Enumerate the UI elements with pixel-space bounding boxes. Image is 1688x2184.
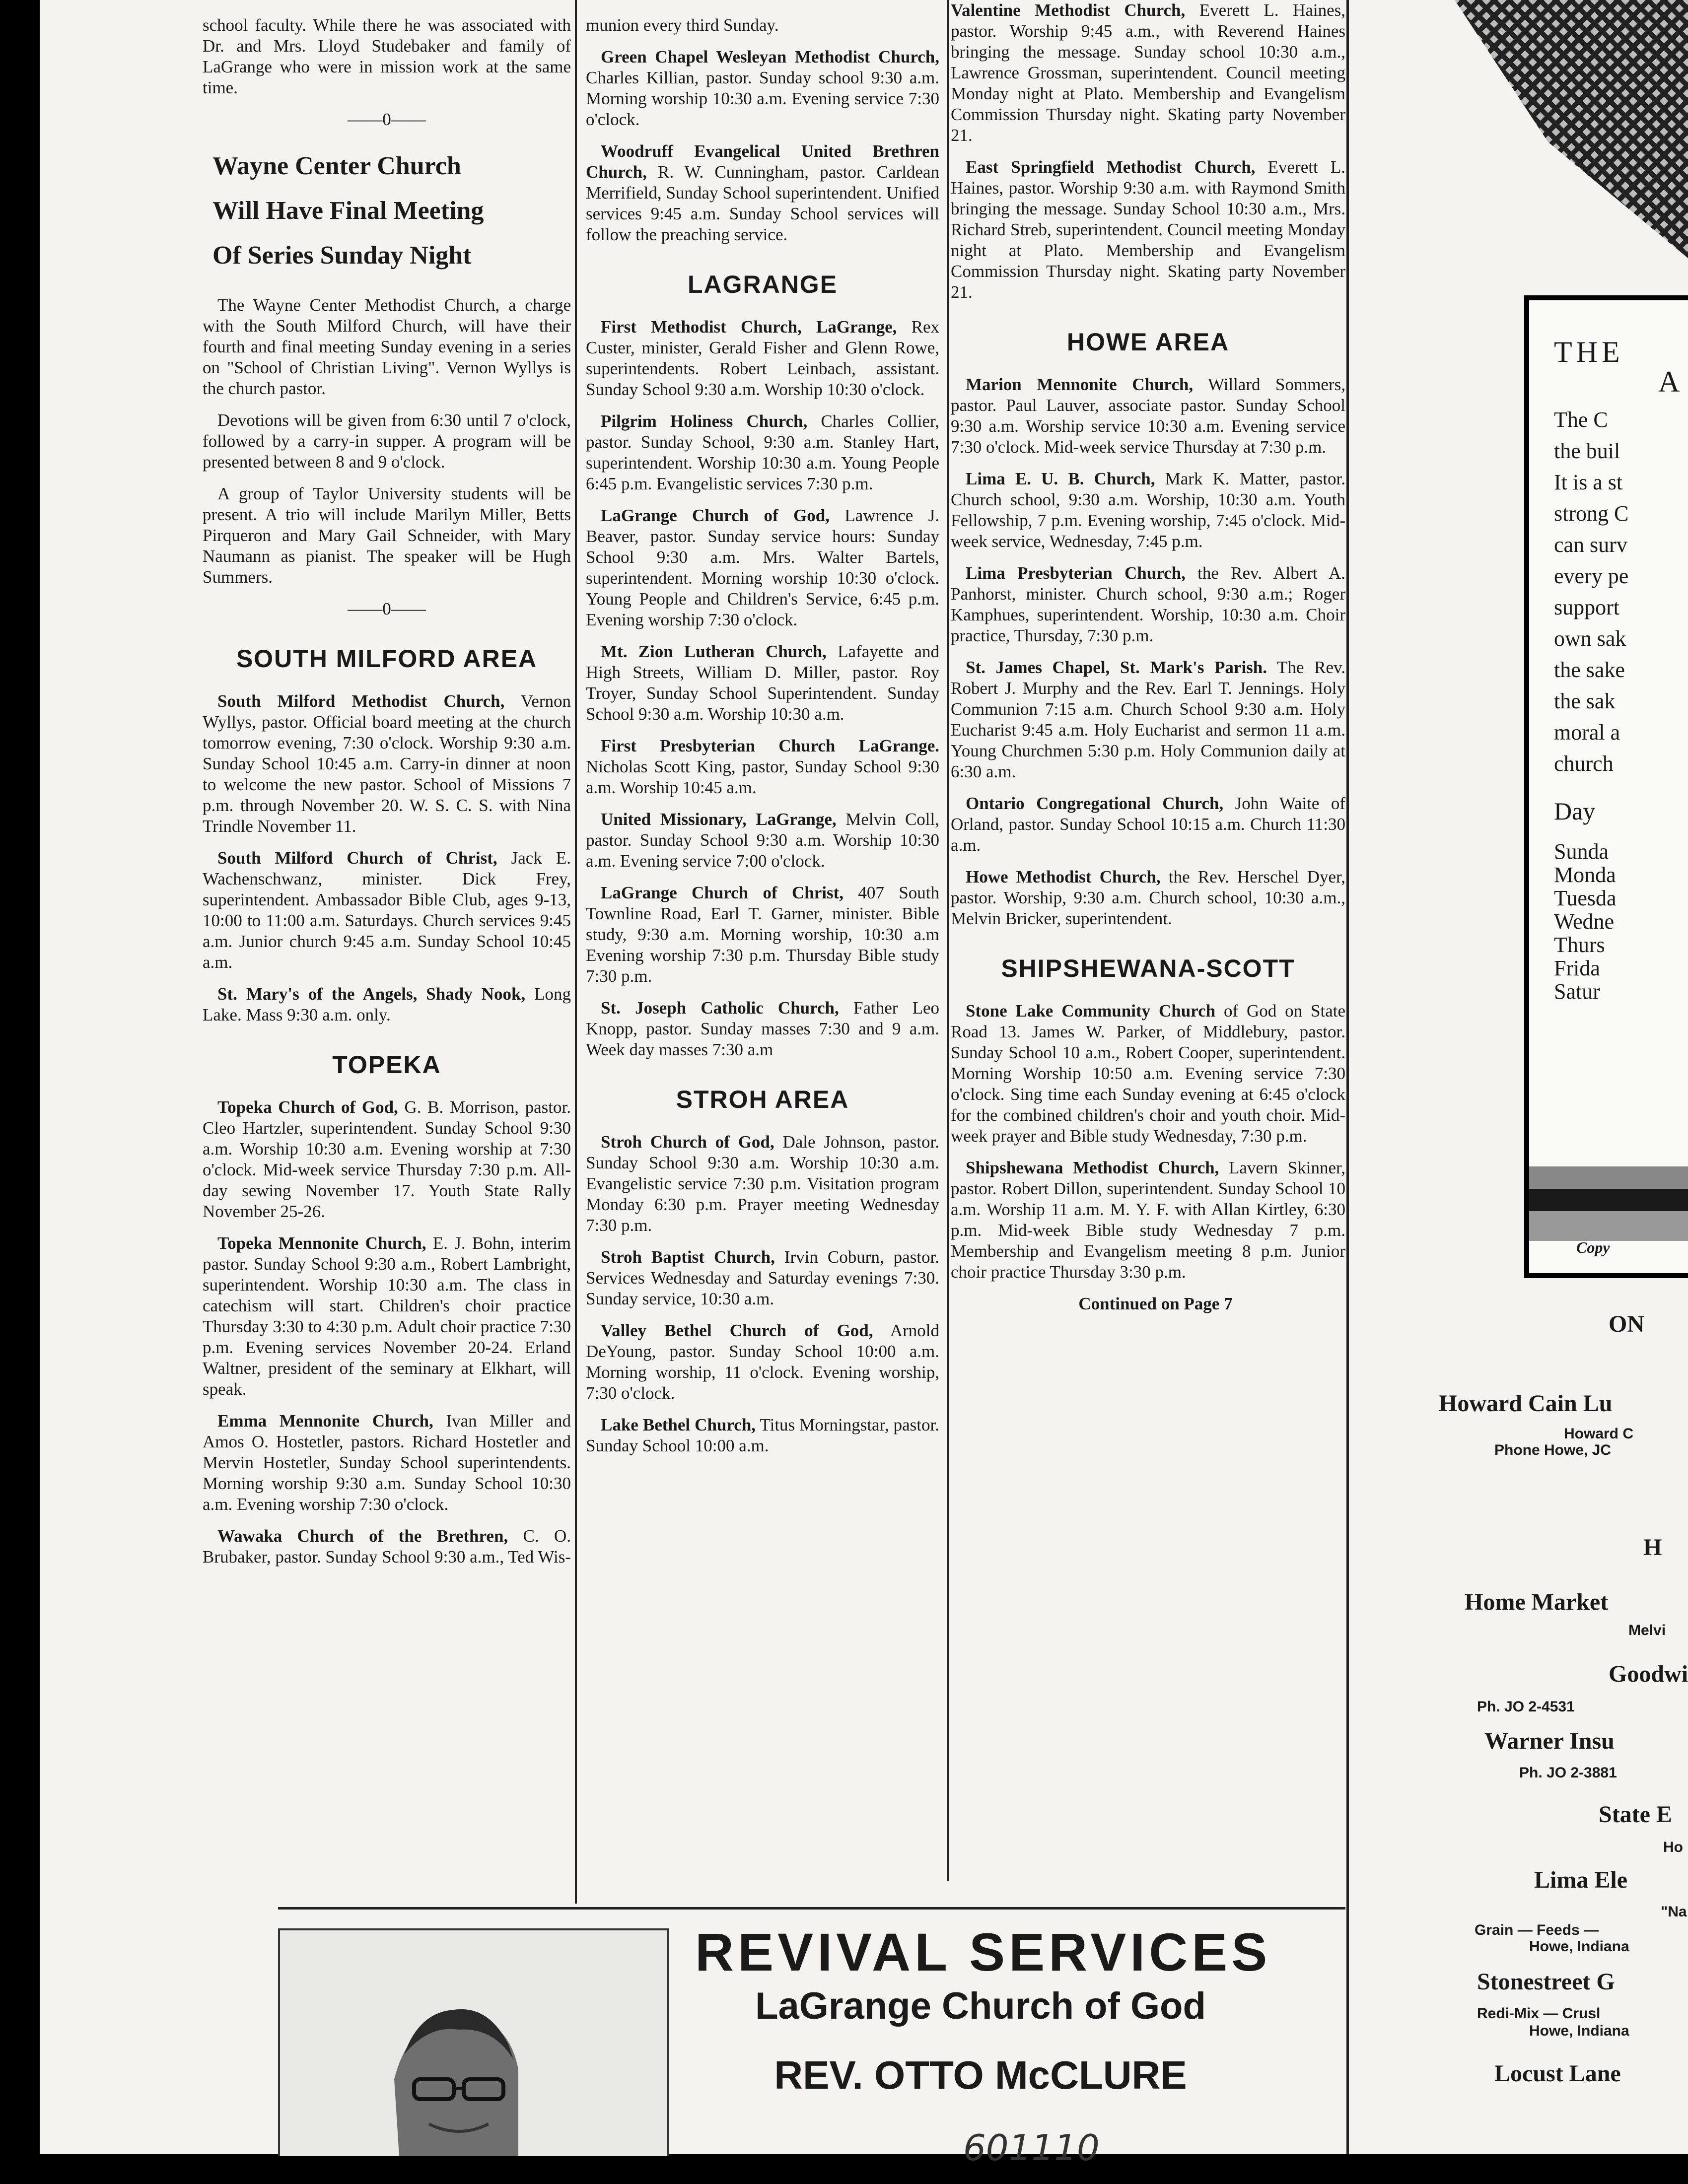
church-listing	[951, 563, 1345, 646]
church-listing	[586, 1415, 939, 1456]
ad-photo-strip	[1529, 1166, 1688, 1241]
church-details: E. J. Bohn, interim pastor. Sunday School 9:30 a.m., Robert Lambright, superintendent. Worship 10:30 a.m. The class in catechism will start. Children's choir practice Thursday 3:30 to 4:30 p.m. Adult choir practice 7:30 p.m. Evening services November 20-24. Erland Waltner, president of the seminary at Elkhart, will speak.	[203, 1233, 571, 1399]
church-listing	[203, 691, 571, 837]
church-details: Charles Collier, pastor. Sunday School, 9:30 a.m. Stanley Hart, superintendent. Worship 10:30 a.m. Young People 6:45 p.m. Evangelistic services 7:30 p.m.	[586, 411, 939, 493]
church-details: Mark K. Matter, pastor. Church school, 9:30 a.m. Worship, 10:30 a.m. Youth Fellowship, 7 p.m. Evening worship, 7:45 o'clock. Mid-week service, Wednesday, 7:45 p.m.	[951, 469, 1345, 551]
church-name: LaGrange Church of God,	[601, 506, 830, 525]
listing-detail: Melvi	[1628, 1622, 1666, 1638]
column-2	[586, 15, 939, 1467]
story-paragraph: Devotions will be given from 6:30 until 7 o'clock, followed by a carry-in supper. A program will be presented between 8 and 9 o'clock.	[203, 410, 571, 472]
ad-church-name: LaGrange Church of God	[755, 1985, 1206, 2027]
church-name: Mt. Zion Lutheran Church,	[601, 642, 827, 661]
church-listing	[951, 867, 1345, 929]
handwritten-number: 601110	[963, 2127, 1100, 2169]
separator: ——0——	[348, 110, 426, 129]
ad-day: Thurs	[1554, 933, 1605, 957]
church-name: East Springfield Methodist Church,	[966, 157, 1256, 177]
separator: ——0——	[348, 599, 426, 618]
listing-name: Howard Cain Lu	[1439, 1390, 1613, 1417]
church-details: The Rev. Robert J. Murphy and the Rev. Earl T. Jennings. Holy Communion 7:15 a.m. Church School 9:30 a.m. Holy Eucharist 9:45 a.m. Holy Eucharist and sermon 11 a.m. Young Churchmen 5:30 p.m. Holy Communion daily at 6:30 a.m.	[951, 658, 1346, 781]
church-details: of God on State Road 13. James W. Parker, of Middlebury, pastor. Sunday School 10 a.m., Robert Cooper, superintendent. Morning Worship 10:50 a.m. Evening service 7:30 o'clock. Sing time each Sunday evening at 6:45 o'clock for the combined children's choir and youth choir. Mid-week prayer and Bible study Wednesday, 7:30 p.m.	[951, 1001, 1345, 1146]
church-name: Topeka Church of God,	[217, 1097, 398, 1117]
directory-heading: ON	[1609, 1311, 1644, 1337]
church-name: First Methodist Church, LaGrange,	[601, 317, 897, 337]
church-name: First Presbyterian Church LaGrange.	[601, 736, 939, 755]
ad-day: Monda	[1554, 863, 1616, 887]
listing-name: Locust Lane	[1494, 2060, 1621, 2087]
church-details: the Rev. Herschel Dyer, pastor. Worship, 9:30 a.m. Church school, 10:30 a.m., Melvin Bricker, superintendent.	[951, 867, 1345, 928]
church-name: South Milford Church of Christ,	[217, 848, 497, 868]
church-details: 407 South Townline Road, Earl T. Garner, minister. Bible study, 9:30 a.m. Morning worship, 10:30 a.m Evening worship 7:30 p.m. Thursday Bible study 7:30 p.m.	[586, 883, 939, 986]
ad-title: THE	[1554, 336, 1624, 368]
listing-name: Lima Ele	[1534, 1867, 1627, 1893]
church-listing	[951, 374, 1345, 458]
story-paragraph: The Wayne Center Methodist Church, a charge with the South Milford Church, will have their fourth and final meeting Sunday evening in a series on "School of Christian Living". Vernon Wyllys is the church pastor.	[203, 295, 571, 398]
church-details: Arnold DeYoung, pastor. Sunday School 10:00 a.m. Morning worship, 11 o'clock. Evening worship, 7:30 o'clock.	[586, 1321, 939, 1403]
church-name: Emma Mennonite Church,	[217, 1411, 433, 1431]
listing-name: State E	[1599, 1801, 1672, 1828]
scan-left-margin	[0, 0, 40, 2184]
story-paragraph: A group of Taylor University students will be present. A trio will include Marilyn Miller, Betts Pirqueron and Mary Gail Schneider, with Mary Naumann as pianist. The speaker will be Hugh Summers.	[203, 484, 571, 587]
ad-body-line: every pe	[1554, 564, 1629, 588]
church-name: Stone Lake Community Church	[966, 1001, 1216, 1021]
church-name: Howe Methodist Church,	[966, 867, 1161, 887]
church-name: United Missionary, LaGrange,	[601, 810, 837, 829]
church-details: G. B. Morrison, pastor. Cleo Hartzler, superintendent. Sunday School 9:30 a.m. Worship 10:30 a.m. Evening worship at 7:30 o'clock. Mid-week service Thursday 7:30 p.m. All-day sewing November 17. Youth State Rally November 25-26.	[203, 1097, 571, 1221]
church-listing	[586, 1132, 939, 1236]
section-heading: STROH AREA	[676, 1086, 849, 1113]
ad-body-line: can surv	[1554, 533, 1627, 557]
ad-title: A	[1658, 365, 1684, 398]
ad-body-line: moral a	[1554, 720, 1620, 745]
column-3	[951, 0, 1345, 1325]
church-details: R. W. Cunningham, pastor. Carldean Merrifield, Sunday School superintendent. Unified services 9:45 a.m. Sunday School services will follow the preaching service.	[586, 162, 939, 244]
listing-name: Home Market	[1465, 1589, 1609, 1615]
church-listing	[203, 1233, 571, 1400]
church-details: Dale Johnson, pastor. Sunday School 9:30 a.m. Worship 10:30 a.m. Evangelistic service 7:30 p.m. Visitation program Monday 6:30 p.m. Prayer meeting Wednesday 7:30 p.m.	[586, 1132, 939, 1235]
church-details: Vernon Wyllys, pastor. Official board meeting at the church tomorrow evening, 7:30 o'clock. Worship 9:30 a.m. Sunday School 10:45 a.m. Carry-in dinner at noon to welcome the new pastor. School of Missions 7 p.m. through November 20. W. S. C. S. with Nina Trindle November 11.	[203, 691, 571, 836]
church-listing	[586, 998, 939, 1060]
church-details: Everett L. Haines, pastor. Worship 9:30 a.m. with Raymond Smith bringing the message. Sunday School 10:30 a.m., Mrs. Richard Streb, superintendent. Council meeting Monday night at Plato. Membership and Evangelism Commission Thursday night. Skating party November 21.	[951, 157, 1345, 302]
ad-body-line: the sake	[1554, 658, 1625, 682]
church-name: Ontario Congregational Church,	[966, 794, 1224, 813]
listing-detail: Howe, Indiana	[1529, 1938, 1629, 1955]
column-rule	[947, 0, 949, 1881]
church-name: Marion Mennonite Church,	[966, 375, 1194, 394]
ad-body-line: the buil	[1554, 439, 1620, 463]
church-listing	[203, 1097, 571, 1222]
church-listing	[951, 157, 1345, 303]
church-details: Nicholas Scott King, pastor, Sunday School 9:30 a.m. Worship 10:45 a.m.	[586, 757, 939, 797]
continued-notice: Continued on Page 7	[1078, 1294, 1233, 1313]
church-details: Long Lake. Mass 9:30 a.m. only.	[203, 984, 571, 1024]
church-details: Charles Killian, pastor. Sunday school 9:30 a.m. Morning worship 10:30 a.m. Evening service 7:30 o'clock.	[586, 68, 939, 129]
ad-copyright: Copy	[1576, 1238, 1610, 1256]
church-name: St. Joseph Catholic Church,	[601, 998, 839, 1018]
ad-body-line: own sak	[1554, 626, 1626, 651]
listing-detail: Grain — Feeds —	[1475, 1922, 1599, 1938]
listing-detail: Ph. JO 2-3881	[1519, 1765, 1617, 1781]
church-listing	[951, 1001, 1345, 1147]
church-listing	[586, 736, 939, 798]
church-details: Ivan Miller and Amos O. Hostetler, pastors. Richard Hostetler and Mervin Hostetler, Sunday School superintendents. Morning worship 9:30 a.m. Sunday School 10:30 a.m. Evening worship 7:30 o'clock.	[203, 1411, 571, 1514]
church-name: Pilgrim Holiness Church,	[601, 411, 808, 431]
church-details: Jack E. Wachenschwanz, minister. Dick Frey, superintendent. Ambassador Bible Club, ages 9-13, 10:00 to 11:00 a.m. Saturdays. Church services 9:45 a.m. Junior church 9:45 a.m. Sunday School 10:45 a.m.	[203, 848, 571, 972]
listing-name: Goodwi	[1609, 1661, 1688, 1687]
boxed-advertisement	[1524, 295, 1688, 1278]
church-details: the Rev. Albert A. Panhorst, minister. Church school, 9:30 a.m.; Roger Kamphues, superintendent. Worship, 10:30 a.m. Choir practice, Thursday, 7:30 p.m.	[951, 563, 1345, 645]
church-details: Willard Sommers, pastor. Paul Lauver, associate pastor. Sunday School 9:30 a.m. Worship service 10:30 a.m. Evening service 7:30 o'clock. Mid-week service Thursday at 7:30 p.m.	[951, 375, 1345, 457]
ad-body-line: strong C	[1554, 501, 1629, 526]
listing-name: H	[1643, 1534, 1662, 1561]
church-listing	[586, 411, 939, 494]
church-listing	[586, 809, 939, 872]
church-listing	[951, 469, 1345, 552]
church-details: C. O. Brubaker, pastor. Sunday School 9:30 a.m., Ted Wis-	[203, 1526, 571, 1567]
section-heading: SOUTH MILFORD AREA	[236, 645, 538, 673]
church-listing	[586, 505, 939, 630]
church-listing	[203, 1526, 571, 1568]
church-listing	[586, 883, 939, 987]
church-listing	[951, 0, 1345, 146]
listing-detail: Ho	[1663, 1839, 1683, 1855]
church-details: Everett L. Haines, pastor. Worship 9:45 a.m., with Reverend Haines bringing the message. Sunday school 10:30 a.m., Lawrence Grossman, superintendent. Council meeting Monday night at Plato. Membership and Evangelism Commission Thursday night. Skating party November 21.	[951, 0, 1345, 145]
ad-body-line: the sak	[1554, 689, 1616, 713]
listing-detail: Howe, Indiana	[1529, 2023, 1629, 2039]
church-listing	[951, 657, 1345, 782]
listing-detail: "Na	[1661, 1904, 1687, 1920]
church-name: Topeka Mennonite Church,	[217, 1233, 426, 1253]
listing-detail: Howard C	[1564, 1426, 1634, 1442]
ad-body-line: The C	[1554, 408, 1608, 432]
church-name: Valley Bethel Church of God,	[601, 1321, 873, 1340]
section-heading: HOWE AREA	[1066, 328, 1230, 356]
church-details: Father Leo Knopp, pastor. Sunday masses 7:30 and 9 a.m. Week day masses 7:30 a.m	[586, 998, 939, 1059]
column-rule	[575, 0, 577, 1904]
church-name: Lima Presbyterian Church,	[966, 563, 1186, 583]
church-name: Wawaka Church of the Brethren,	[217, 1526, 508, 1546]
church-name: St. James Chapel, St. Mark's Parish.	[966, 658, 1267, 677]
church-details: Rex Custer, minister, Gerald Fisher and Glenn Rowe, superintendents. Robert Leinbach, assistant. Sunday School 9:30 a.m. Worship 10:30 o'clock.	[586, 317, 939, 399]
ad-day: Frida	[1554, 956, 1600, 980]
listing-name: Warner Insu	[1484, 1728, 1615, 1754]
headline-line: Wayne Center Church	[212, 152, 461, 180]
halftone-image	[1455, 0, 1688, 258]
continued-listing: munion every third Sunday.	[586, 15, 779, 35]
church-listing	[586, 641, 939, 725]
ad-day: Satur	[1554, 979, 1600, 1004]
ad-headline: REVIVAL SERVICES	[695, 1922, 1271, 1982]
church-name: Valentine Methodist Church,	[951, 0, 1186, 20]
church-details: John Waite of Orland, pastor. Sunday School 10:15 a.m. Church 11:30 a.m.	[951, 794, 1345, 855]
section-heading: SHIPSHEWANA-SCOTT	[1001, 955, 1295, 982]
church-name: Lake Bethel Church,	[601, 1415, 756, 1434]
ad-body-line: church	[1554, 751, 1614, 776]
pastor-photo	[278, 1928, 669, 2156]
listing-detail: Redi-Mix — Crusl	[1477, 2005, 1601, 2022]
column-1	[203, 15, 571, 1578]
listing-name: Stonestreet G	[1477, 1969, 1615, 1995]
listing-detail: Phone Howe, JC	[1494, 1442, 1612, 1458]
church-name: Stroh Baptist Church,	[601, 1247, 775, 1267]
church-name: Stroh Church of God,	[601, 1132, 774, 1152]
ad-preacher: REV. OTTO McCLURE	[774, 2053, 1187, 2097]
headline-line: Will Have Final Meeting	[212, 197, 484, 225]
ad-body-line: It is a st	[1554, 470, 1623, 494]
church-name: Shipshewana Methodist Church,	[966, 1158, 1219, 1177]
church-listing	[951, 1158, 1345, 1283]
church-details: Melvin Coll, pastor. Sunday School 9:30 a.m. Worship 10:30 a.m. Evening service 7:00 o'clock.	[586, 810, 939, 871]
church-name: Lima E. U. B. Church,	[966, 469, 1155, 488]
church-name: Green Chapel Wesleyan Methodist Church,	[601, 47, 939, 67]
headline-line: Of Series Sunday Night	[212, 241, 472, 270]
ad-day: Wedne	[1554, 909, 1615, 934]
church-listing	[586, 47, 939, 130]
church-listing	[951, 793, 1345, 856]
ad-day-label: Day	[1554, 797, 1596, 825]
church-details: Irvin Coburn, pastor. Services Wednesday and Saturday evenings 7:30. Sunday service, 10:30 a.m.	[586, 1247, 940, 1308]
church-details: Titus Morningstar, pastor. Sunday School 10:00 a.m.	[586, 1415, 939, 1455]
ad-day: Tuesda	[1554, 886, 1617, 910]
church-listing	[586, 1320, 939, 1404]
listing-detail: Ph. JO 2-4531	[1477, 1699, 1575, 1715]
church-name: Woodruff Evangelical United Brethren Church,	[586, 141, 939, 182]
church-name: LaGrange Church of Christ,	[601, 883, 844, 902]
story-headline	[212, 144, 571, 278]
ad-body-line: support	[1554, 595, 1619, 619]
church-details: Lavern Skinner, pastor. Robert Dillon, superintendent. Sunday School 10 a.m. Worship 11 a.m. M. Y. F. with Allan Kirtley, 6:30 p.m. Mid-week Bible study Wednesday 7 p.m. Membership and Evangelism meeting 8 p.m. Junior choir practice Thursday 3:30 p.m.	[951, 1158, 1345, 1282]
church-listing	[203, 1411, 571, 1515]
section-heading: TOPEKA	[332, 1051, 441, 1079]
church-listing	[203, 984, 571, 1025]
section-heading: LAGRANGE	[687, 271, 838, 298]
column-rule	[1346, 0, 1349, 2154]
church-listing	[586, 1247, 939, 1309]
ad-top-rule	[278, 1907, 1345, 1910]
church-details: Lafayette and High Streets, William D. Miller, pastor. Roy Troyer, Sunday School Superintendent. Sunday School 9:30 a.m. Worship 10:30 a.m.	[586, 642, 939, 724]
church-listing	[586, 317, 939, 400]
scan-bottom-margin	[0, 2154, 1688, 2184]
continued-story: school faculty. While there he was associated with Dr. and Mrs. Lloyd Studebaker and family of LaGrange who were in mission work at the same time.	[203, 15, 571, 97]
church-listing	[203, 848, 571, 973]
pastor-portrait	[280, 1930, 667, 2156]
church-details: Lawrence J. Beaver, pastor. Sunday service hours: Sunday School 9:30 a.m. Mrs. Walter Bartels, superintendent. Morning worship 10:30 o'clock. Young People and Children's Service, 6:45 p.m. Evening worship 7:30 o'clock.	[586, 506, 940, 629]
ad-day: Sunda	[1554, 839, 1609, 864]
church-name: South Milford Methodist Church,	[217, 691, 505, 711]
church-name: St. Mary's of the Angels, Shady Nook,	[217, 984, 526, 1004]
church-listing	[586, 141, 939, 245]
